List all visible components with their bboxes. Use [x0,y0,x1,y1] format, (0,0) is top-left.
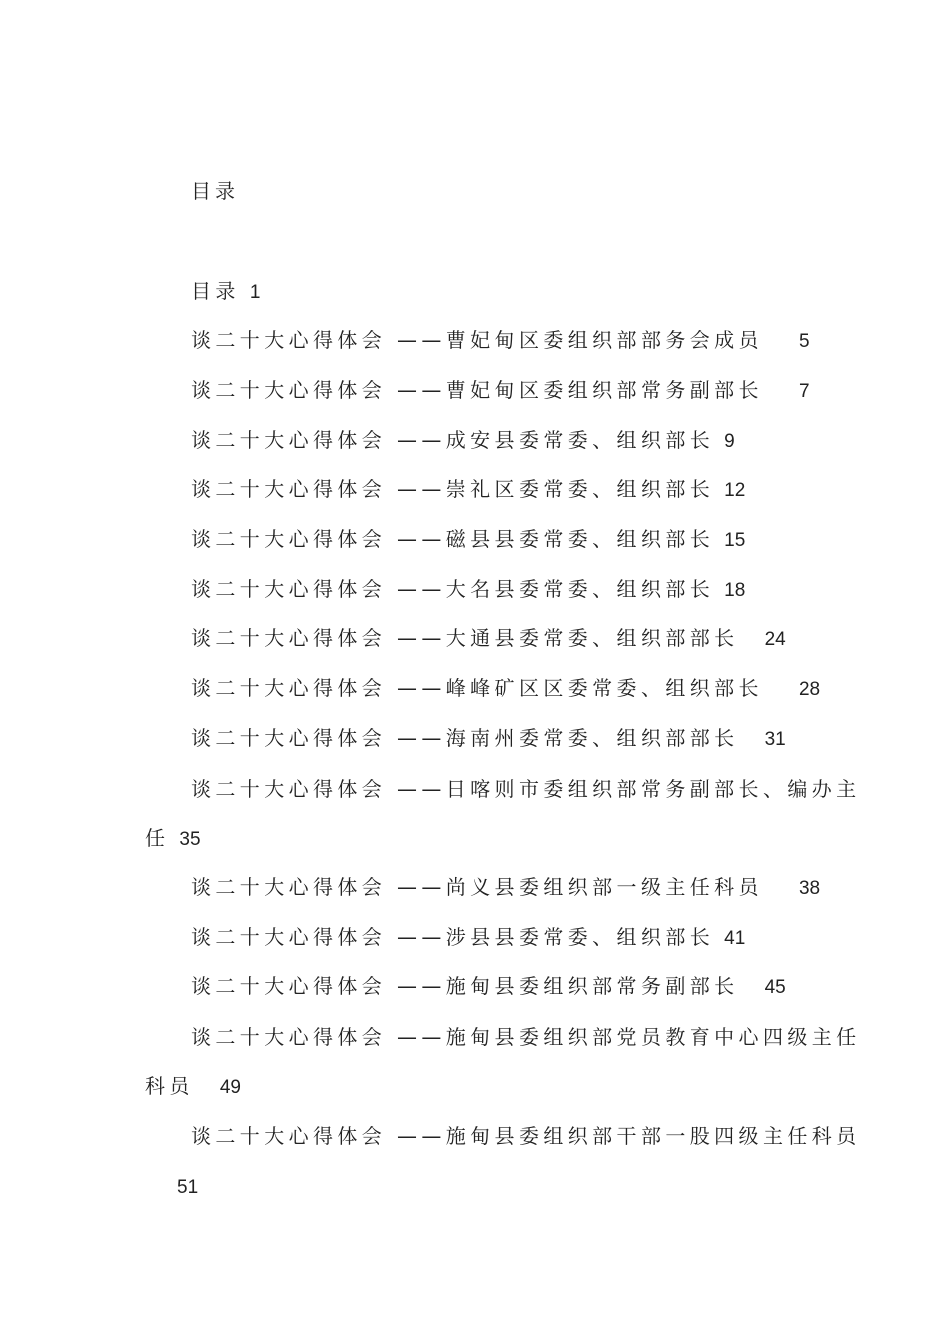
toc-entry[interactable] [191,973,786,1001]
toc-entry-title: 谈二十大心得体会 ——海南州委常委、组织部部长 [191,726,739,750]
toc-entry-title: 谈二十大心得体会 ——成安县委常委、组织部长 [191,428,715,452]
toc-entry-title-line1[interactable]: 谈二十大心得体会 ——施甸县委组织部党员教育中心四级主任 [191,1025,861,1049]
toc-entry-continued[interactable] [145,825,201,853]
toc-entry[interactable] [191,427,735,455]
toc-entry-page: 7 [798,381,810,402]
toc-entry-title: 谈二十大心得体会 ——峰峰矿区区委常委、组织部长 [191,676,763,700]
toc-entry-title: 谈二十大心得体会 ——崇礼区委常委、组织部长 [191,477,715,501]
toc-entry[interactable] [191,476,745,504]
toc-entry-page: 1 [249,282,261,303]
toc-entry-title: 谈二十大心得体会 ——大通县委常委、组织部部长 [191,626,739,650]
toc-entry-title[interactable]: 谈二十大心得体会 ——施甸县委组织部干部一股四级主任科员 [191,1124,861,1148]
toc-entry-page: 9 [724,431,735,452]
toc-entry-title-line2: 科员 [145,1074,194,1098]
toc-entry-title-line2: 任 [145,826,170,850]
toc-entry-page: 31 [764,729,786,750]
toc-entry-page: 18 [724,580,746,601]
toc-entry[interactable] [191,327,810,355]
toc-entry[interactable] [191,526,745,554]
toc-entry[interactable] [191,278,260,306]
toc-entry-title: 谈二十大心得体会 ——曹妃甸区委组织部常务副部长 [191,378,763,402]
toc-entry-title: 谈二十大心得体会 ——曹妃甸区委组织部部务会成员 [191,328,763,352]
toc-entry[interactable] [191,576,745,604]
toc-entry-page: 41 [724,928,746,949]
toc-entry[interactable] [191,874,820,902]
toc-entry-title: 谈二十大心得体会 ——施甸县委组织部常务副部长 [191,974,739,998]
toc-entry[interactable] [191,625,786,653]
toc-entry[interactable] [191,725,786,753]
toc-entry-title-line1[interactable]: 谈二十大心得体会 ——日喀则市委组织部常务副部长、编办主 [191,777,861,801]
toc-entry-page: 38 [798,878,821,899]
toc-entry-page: 12 [724,480,746,501]
toc-entry-title: 谈二十大心得体会 ——涉县县委常委、组织部长 [191,925,715,949]
toc-entry-title: 目录 [191,279,240,303]
toc-entry[interactable] [191,924,745,952]
toc-entry-continued[interactable] [177,1173,198,1201]
toc-entry-page: 45 [764,977,786,998]
toc-entry-title: 谈二十大心得体会 ——大名县委常委、组织部长 [191,577,715,601]
toc-entry-page: 24 [764,629,786,650]
toc-entry-page: 15 [724,530,746,551]
toc-heading: 目录 [191,179,239,203]
toc-entry-page: 5 [798,331,810,352]
toc-entry-page: 49 [219,1077,241,1098]
toc-entry-title: 谈二十大心得体会 ——磁县县委常委、组织部长 [191,527,715,551]
toc-entry-page: 51 [177,1177,199,1198]
toc-entry-page: 28 [798,679,821,700]
toc-entry-page: 35 [179,829,201,850]
toc-entry-continued[interactable] [145,1073,241,1101]
toc-entry[interactable] [191,377,810,405]
toc-entry-title: 谈二十大心得体会 ——尚义县委组织部一级主任科员 [191,875,763,899]
toc-entry[interactable] [191,675,820,703]
